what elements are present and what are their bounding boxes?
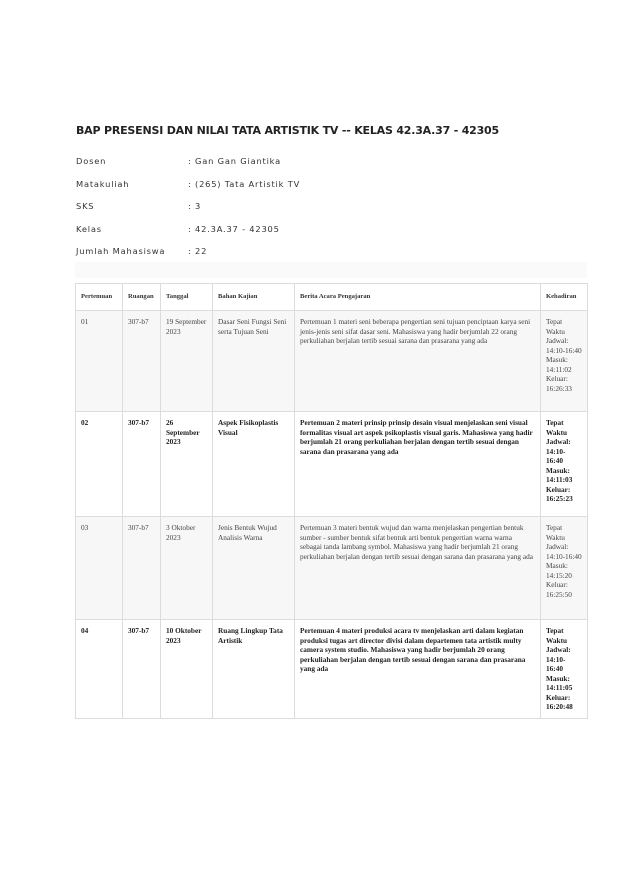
cell-bahan-kajian: Jenis Bentuk Wujud Analisis Warna <box>213 517 295 620</box>
info-row-matakuliah <box>76 173 300 196</box>
table-row <box>76 517 588 620</box>
column-header: Berita Acara Pengajaran <box>295 284 541 311</box>
cell-bahan-kajian: Dasar Seni Fungsi Seni serta Tujuan Seni <box>213 311 295 412</box>
table-row <box>76 620 588 719</box>
cell-tanggal: 19 September 2023 <box>161 311 213 412</box>
cell-kehadiran: Tepat Waktu Jadwal: 14:10-16:40 Masuk: 14:11:02 Keluar: 16:26:33 <box>541 311 588 412</box>
cell-kehadiran: Tepat Waktu Jadwal: 14:10-16:40 Masuk: 14:11:03 Keluar: 16:25:23 <box>541 412 588 517</box>
info-value: : (265) Tata Artistik TV <box>188 178 301 189</box>
cell-ruangan: 307-b7 <box>123 620 161 719</box>
info-label: Matakuliah <box>76 178 130 189</box>
info-label: Jumlah Mahasiswa <box>76 246 166 257</box>
cell-ruangan: 307-b7 <box>123 412 161 517</box>
course-info <box>76 150 300 263</box>
info-row-dosen <box>76 150 300 173</box>
table-row <box>76 412 588 517</box>
info-value: : 3 <box>188 201 202 212</box>
cell-pertemuan: 01 <box>76 311 123 412</box>
attendance-table-wrapper <box>75 283 587 719</box>
cell-berita-acara: Pertemuan 4 materi produksi acara tv menjelaskan arti dalam kegiatan produksi tugas art director divisi dalam departemen tata artistik multy camera system studio. Mahasiswa yang hadir berjumlah 20 orang perkuliahan berjalan dengan tertib sesuai dengan sarana dan prasarana yang ada <box>295 620 541 719</box>
info-row-sks <box>76 195 300 218</box>
cell-pertemuan: 04 <box>76 620 123 719</box>
table-top-band <box>75 262 587 278</box>
cell-tanggal: 3 Oktober 2023 <box>161 517 213 620</box>
cell-berita-acara: Pertemuan 2 materi prinsip prinsip desain visual menjelaskan seni visual formalitas visual art aspek psikoplastis visual garis. Mahasiswa yang hadir berjumlah 21 orang perkuliahan berjalan dengan tertib sesuai dengan sarana dan prasarana yang ada <box>295 412 541 517</box>
cell-ruangan: 307-b7 <box>123 311 161 412</box>
attendance-table <box>75 283 588 719</box>
cell-kehadiran: Tepat Waktu Jadwal: 14:10-16:40 Masuk: 14:11:05 Keluar: 16:20:48 <box>541 620 588 719</box>
column-header: Ruangan <box>123 284 161 311</box>
column-header: Kehadiran <box>541 284 588 311</box>
cell-pertemuan: 03 <box>76 517 123 620</box>
column-header: Pertemuan <box>76 284 123 311</box>
info-label: Kelas <box>76 223 102 234</box>
cell-berita-acara: Pertemuan 1 materi seni beberapa pengertian seni tujuan penciptaan karya seni jenis-jenis seni sifat dasar seni. Mahasiswa yang hadir berjumlah 22 orang perkuliahan berjalan tertib sesuai sarana dan prasarana yang ada <box>295 311 541 412</box>
cell-bahan-kajian: Aspek Fisikoplastis Visual <box>213 412 295 517</box>
cell-berita-acara: Pertemuan 3 materi bentuk wujud dan warna menjelaskan pengertian bentuk sumber - sumber bentuk sifat bentuk arti bentuk pengertian warna warna sebagai tanda lambang symbol. Mahasiswa yang hadir berjumlah 21 orang perkuliahan berjalan dengan tertib sesuai dengan sarana dan prasarana yang ada <box>295 517 541 620</box>
column-header: Tanggal <box>161 284 213 311</box>
cell-tanggal: 10 Oktober 2023 <box>161 620 213 719</box>
info-value: : 22 <box>188 246 208 257</box>
info-value: : 42.3A.37 - 42305 <box>188 223 280 234</box>
cell-tanggal: 26 September 2023 <box>161 412 213 517</box>
table-header-row <box>76 284 588 311</box>
cell-pertemuan: 02 <box>76 412 123 517</box>
cell-bahan-kajian: Ruang Lingkup Tata Artistik <box>213 620 295 719</box>
info-label: SKS <box>76 201 95 212</box>
cell-ruangan: 307-b7 <box>123 517 161 620</box>
info-row-jumlah-mahasiswa <box>76 240 300 263</box>
page-title: BAP PRESENSI DAN NILAI TATA ARTISTIK TV -- KELAS 42.3A.37 - 42305 <box>76 124 499 137</box>
info-row-kelas <box>76 218 300 241</box>
column-header: Bahan Kajian <box>213 284 295 311</box>
cell-kehadiran: Tepat Waktu Jadwal: 14:10-16:40 Masuk: 14:15:20 Keluar: 16:25:50 <box>541 517 588 620</box>
info-value: : Gan Gan Giantika <box>188 156 282 167</box>
table-row <box>76 311 588 412</box>
info-label: Dosen <box>76 156 107 167</box>
